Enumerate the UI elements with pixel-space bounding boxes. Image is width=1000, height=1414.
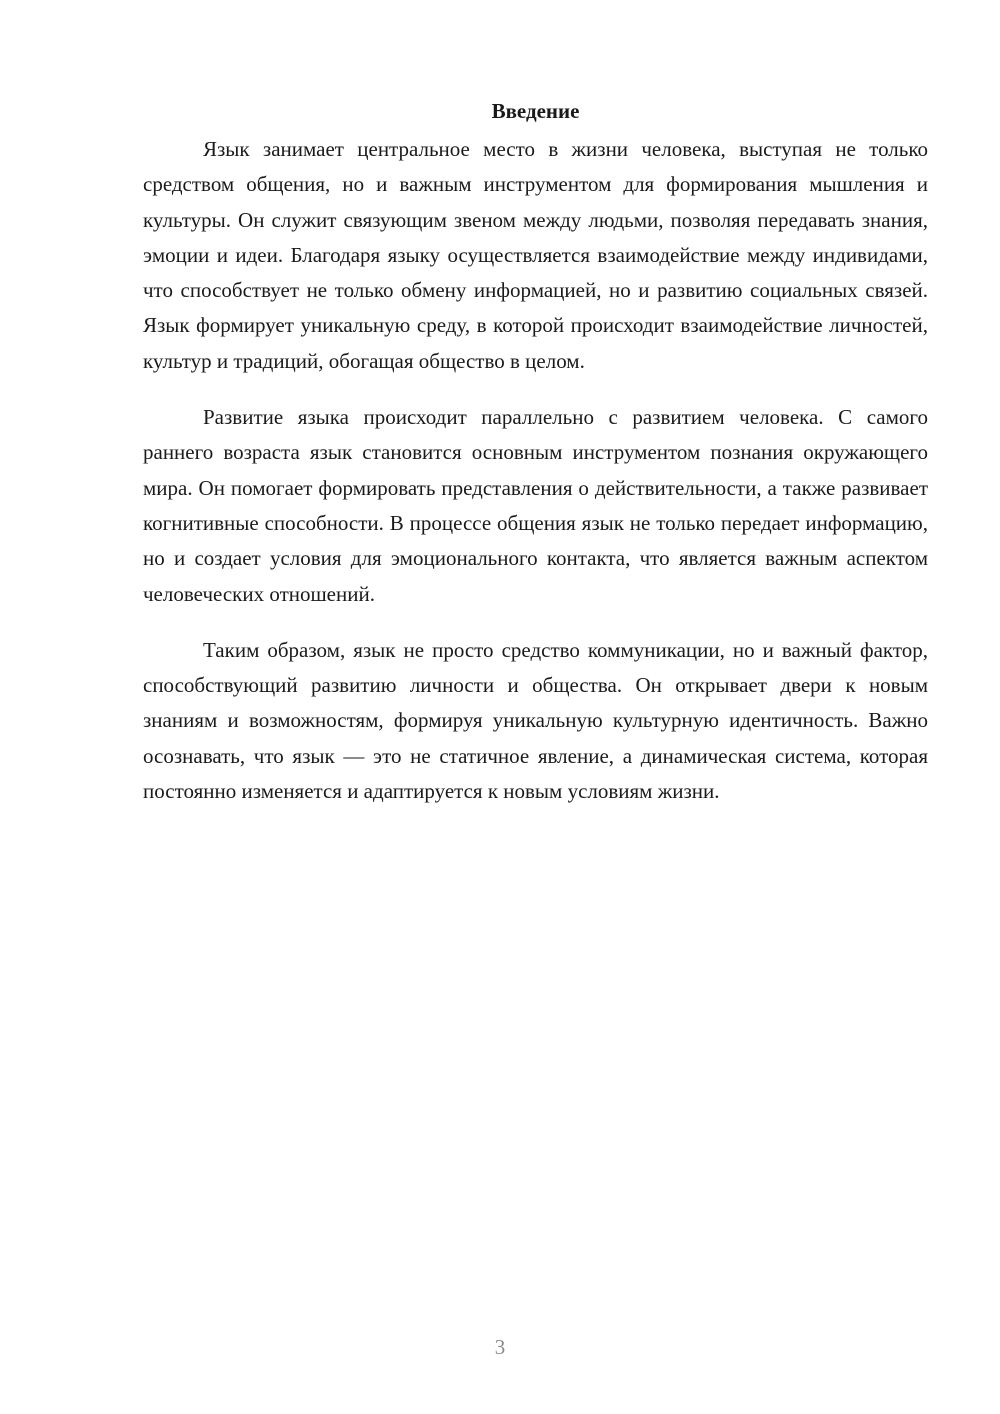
section-title: Введение — [491, 99, 580, 123]
paragraph-3: Таким образом, язык не просто средство коммуникации, но и важный фактор, способствующий развитию личности и общества. Он открывает двери к новым знаниям и возможностям, формируя уникальную культурную идентичность. Важно осознавать, что язык — это не статичное явление, а динамическая система, которая постоянно изменяется и адаптируется к новым условиям жизни. — [143, 637, 928, 804]
page-number: 3 — [494, 1335, 506, 1359]
page-content — [143, 96, 928, 830]
paragraph-2: Развитие языка происходит параллельно с развитием человека. С самого раннего возраста язык становится основным инструментом познания окружающего мира. Он помогает формировать представления о действительности, а также развивает когнитивные способности. В процессе общения язык не только передает информацию, но и создает условия для эмоционального контакта, что является важным аспектом человеческих отношений. — [143, 405, 928, 606]
paragraph-1: Язык занимает центральное место в жизни человека, выступая не только средством общения, но и важным инструментом для формирования мышления и культуры. Он служит связующим звеном между людьми, позволяя передавать знания, эмоции и идеи. Благодаря языку осуществляется взаимодействие между индивидами, что способствует не только обмену информацией, но и развитию социальных связей. Язык формирует уникальную среду, в которой происходит взаимодействие личностей, культур и традиций, обогащая общество в целом. — [143, 137, 928, 373]
